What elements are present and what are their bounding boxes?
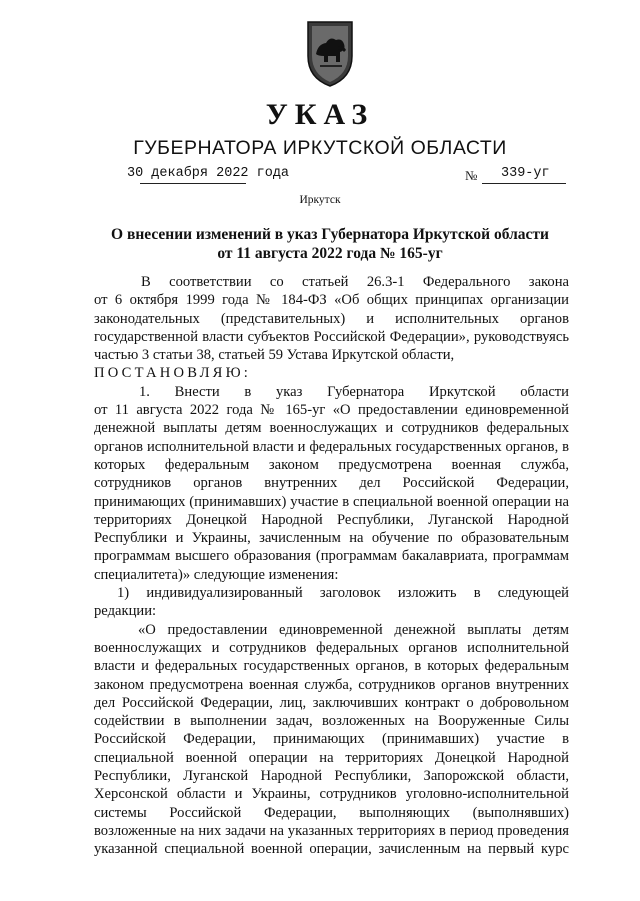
number-sign: № — [465, 168, 478, 183]
text-line: 1) индивидуализированный заголовок изложить в следующей — [117, 585, 569, 602]
title-line: О внесении изменений в указ Губернатора Иркутской области — [111, 226, 549, 243]
text-line: системы Российской Федерации, выполняющих (выполнявших) — [94, 804, 569, 821]
text-line: законодательных (представительных) и исполнительных органов — [94, 310, 569, 327]
postanovlyayu-heading: ПОСТАНОВЛЯЮ: — [94, 365, 252, 382]
text-line: власти и федеральных государственных органов, в которых федеральным — [94, 658, 569, 675]
text-line: 1. Внести в указ Губернатора Иркутской области — [139, 383, 569, 400]
decree-title — [100, 225, 560, 263]
text-line: Республики, Луганской Народной Республики, Запорожской области, — [94, 768, 569, 785]
text-line: сотрудников органов внутренних дел Российской Федерации, — [94, 475, 569, 492]
date-underline — [140, 183, 246, 184]
text-line: редакции: — [94, 603, 157, 620]
text-line: В соответствии со статьей 26.3-1 Федерального закона — [141, 274, 569, 290]
text-line: от 11 августа 2022 года № 165-уг «О предоставлении единовременной — [94, 402, 569, 419]
text-line: денежной выплаты детям военнослужащих и сотрудников федеральных — [94, 420, 569, 437]
text-line: законом предусмотрена военная служба, сотрудников органов внутренних — [94, 676, 569, 693]
irkutsk-coat-of-arms-icon — [300, 16, 360, 88]
text-line: принимающих (принимавших) участие в специальной военной операции на — [94, 493, 569, 510]
text-line: содействии в выполнении задач, возложенных на Вооруженные Силы — [94, 713, 569, 730]
text-line: территориях Донецкой Народной Республики, Луганской Народной — [94, 511, 569, 528]
title-line: от 11 августа 2022 года № 165-уг — [217, 245, 443, 262]
decree-date: 30 декабря 2022 года — [127, 166, 290, 181]
issuer-heading: ГУБЕРНАТОРА ИРКУТСКОЙ ОБЛАСТИ — [133, 137, 507, 159]
text-line: «О предоставлении единовременной денежной выплаты детям — [138, 621, 569, 638]
text-line: дел Российской Федерации, лиц, заключивших контракт о добровольном — [94, 694, 569, 711]
text-line: от 6 октября 1999 года № 184-ФЗ «Об общих принципах организации — [94, 292, 569, 309]
text-line: военнослужащих и сотрудников федеральных органов исполнительной — [94, 639, 569, 656]
text-line: указанной специальной военной операции, зачисленным на первый курс — [94, 841, 569, 858]
text-line: частью 3 статьи 38, статьей 59 Устава Иркутской области, — [94, 347, 455, 364]
text-line: которых федеральным законом предусмотрена военная служба, — [94, 456, 569, 473]
text-line: специалитета)» следующие изменения: — [94, 566, 339, 583]
doc-type-heading: УКАЗ — [265, 98, 375, 131]
number-underline — [482, 183, 566, 184]
text-line: Херсонской области и Украины, сотрудников уголовно-исполнительной — [94, 786, 569, 803]
text-line: возложенные на них задачи на указанных территориях в период проведения — [94, 822, 569, 839]
text-line: специальной военной операции на территориях Донецкой Народной — [94, 749, 569, 766]
decree-body — [94, 273, 569, 859]
text-line: органов исполнительной власти и федеральных государственных органов, в — [94, 438, 569, 455]
city-label: Иркутск — [299, 194, 341, 206]
text-line: государственной власти субъектов Российской Федерации», руководствуясь — [94, 328, 569, 345]
text-line: Республики и Украины, зачисленным на обучение по образовательным — [94, 530, 569, 547]
text-line: программам высшего образования (программам бакалавриата, программам — [94, 548, 569, 565]
decree-number: 339-уг — [501, 166, 550, 181]
text-line: Российской Федерации, принимающих (принимавших) участие в — [94, 731, 569, 748]
